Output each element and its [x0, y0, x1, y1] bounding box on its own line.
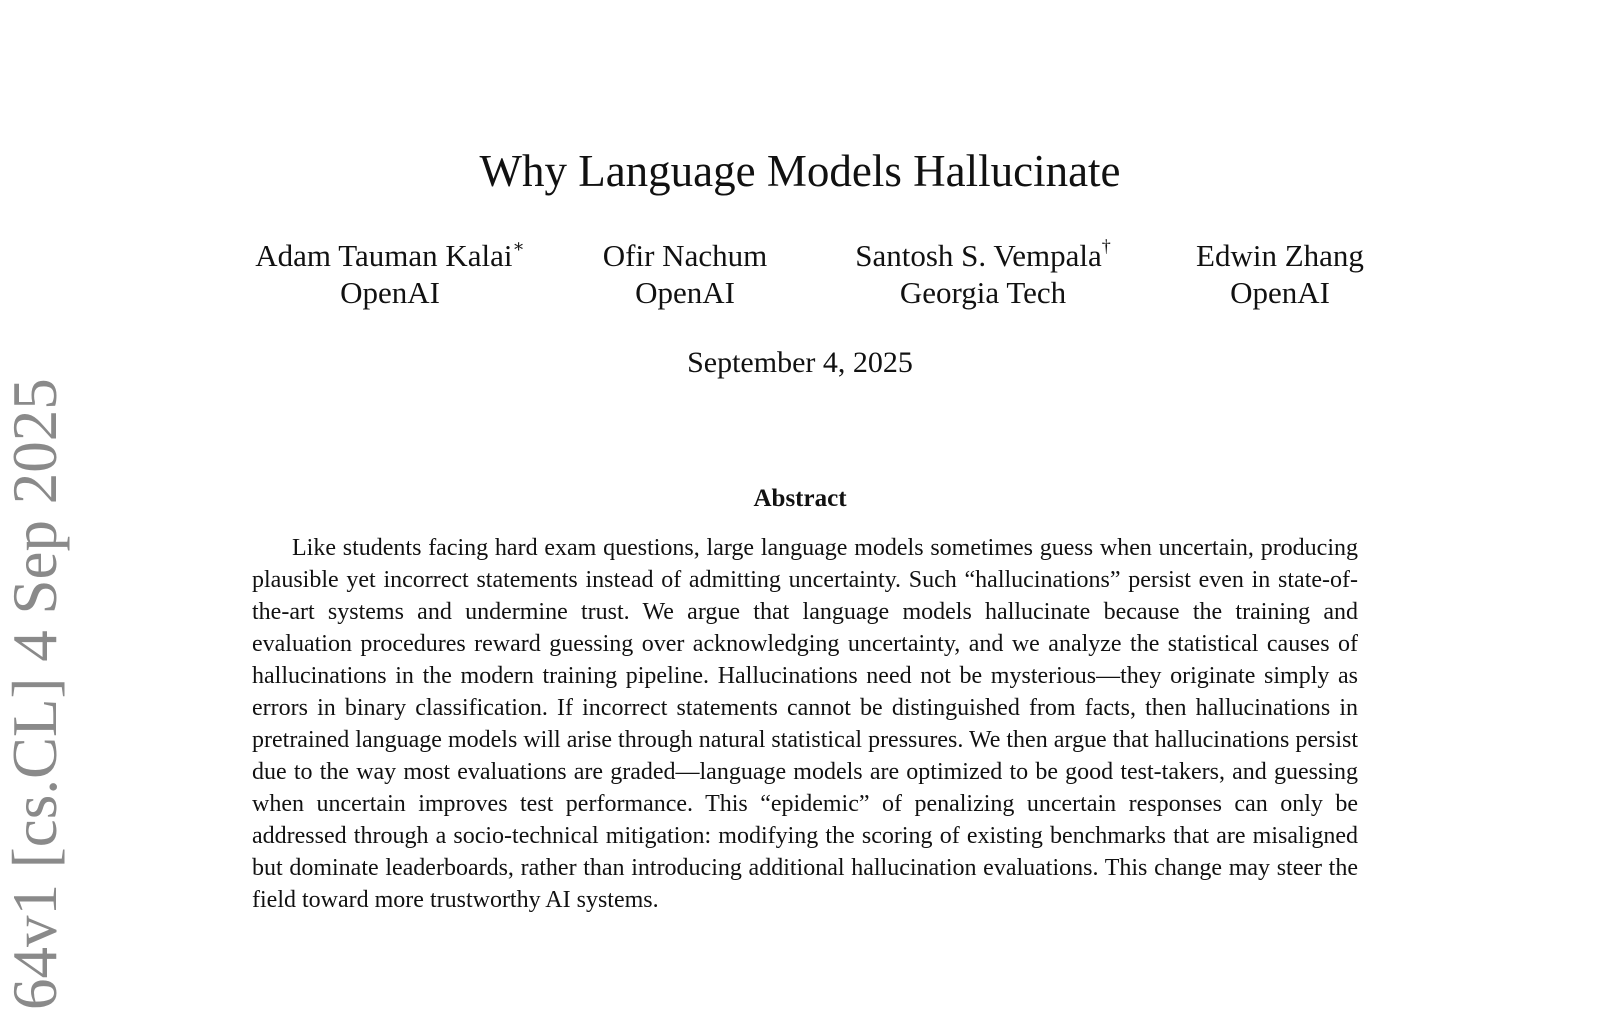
abstract-text: Like students facing hard exam questions, large language models sometimes guess when uncertain, producing plausible yet incorrect statements instead of admitting uncertainty. Such “hallucinations” persist even in state-of-the-art systems and undermine trust. We argue that language models hallucinate because the training and evaluation procedures reward guessing over acknowledging uncertainty, and we analyze the statistical causes of hallucinations in the modern training pipeline. Hallucinations need not be mysterious—they originate simply as errors in binary classification. If incorrect statements cannot be distinguished from facts, then hallucinations in pretrained language models will arise through natural statistical pressures. We then argue that hallucinations persist due to the way most evaluations are graded—language models are optimized to be good test-takers, and guessing when uncertain improves test performance. This “epidemic” of penalizing uncertain responses can only be addressed through a socio-technical mitigation: modifying the scoring of existing benchmarks that are misaligned but dominate leaderboards, rather than introducing additional hallucination evaluations. This change may steer the field toward more trustworthy AI systems. — [252, 535, 1358, 913]
author-affiliation: OpenAI — [635, 275, 735, 310]
paper-title: Why Language Models Hallucinate — [479, 146, 1121, 196]
author-list — [0, 237, 1600, 317]
arxiv-identifier-stamp: 64v1 [cs.CL] 4 Sep 2025 — [0, 378, 70, 1010]
abstract-heading: Abstract — [753, 485, 847, 512]
footnote-mark: † — [1101, 235, 1111, 256]
author-name: Ofir Nachum — [602, 238, 768, 273]
author-affiliation: Georgia Tech — [899, 275, 1067, 310]
author-name: Santosh S. Vempala — [855, 238, 1102, 273]
author-block — [590, 237, 780, 311]
author-name: Adam Tauman Kalai — [255, 238, 513, 273]
author-affiliation: OpenAI — [340, 275, 440, 310]
author-block — [240, 237, 540, 311]
author-affiliation: OpenAI — [1230, 275, 1330, 310]
author-block — [1180, 237, 1380, 311]
publication-date: September 4, 2025 — [687, 346, 913, 379]
footnote-mark: ∗ — [512, 235, 525, 256]
author-name: Edwin Zhang — [1196, 238, 1364, 273]
author-block — [838, 237, 1128, 311]
